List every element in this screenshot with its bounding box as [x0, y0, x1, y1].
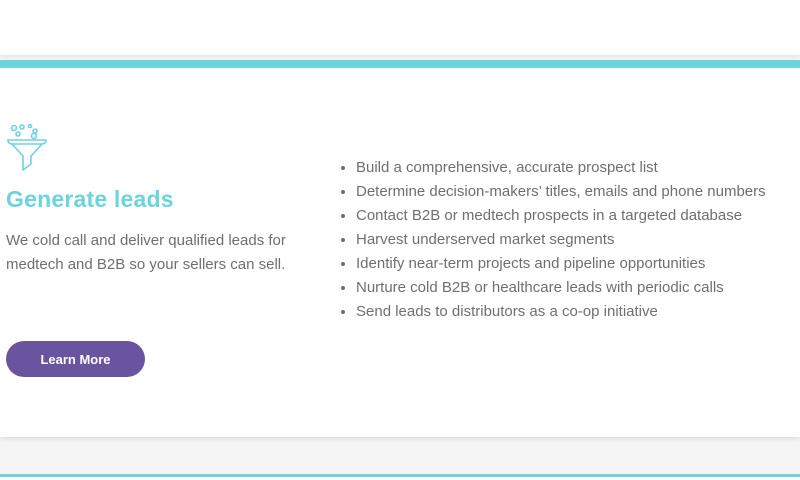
list-item: • Contact B2B or medtech prospects in a targeted database	[356, 204, 796, 228]
generate-leads-card	[0, 60, 800, 437]
list-item: • Send leads to distributors as a co-op initiative	[356, 300, 796, 324]
previous-section-card	[0, 0, 800, 55]
learn-more-button[interactable]: Learn More	[6, 341, 145, 377]
next-section-card	[0, 474, 800, 480]
funnel-icon	[5, 123, 49, 173]
list-item: • Nurture cold B2B or healthcare leads with periodic calls	[356, 276, 796, 300]
benefits-list	[338, 156, 796, 324]
section-description: We cold call and deliver qualified leads for medtech and B2B so your sellers can sell.	[6, 232, 286, 273]
section-title: Generate leads	[6, 186, 174, 212]
list-item: • Build a comprehensive, accurate prospect list	[356, 156, 796, 180]
list-item: • Determine decision-makers’ titles, emails and phone numbers	[356, 180, 796, 204]
list-item: • Harvest underserved market segments	[356, 228, 796, 252]
list-item: • Identify near-term projects and pipeline opportunities	[356, 252, 796, 276]
